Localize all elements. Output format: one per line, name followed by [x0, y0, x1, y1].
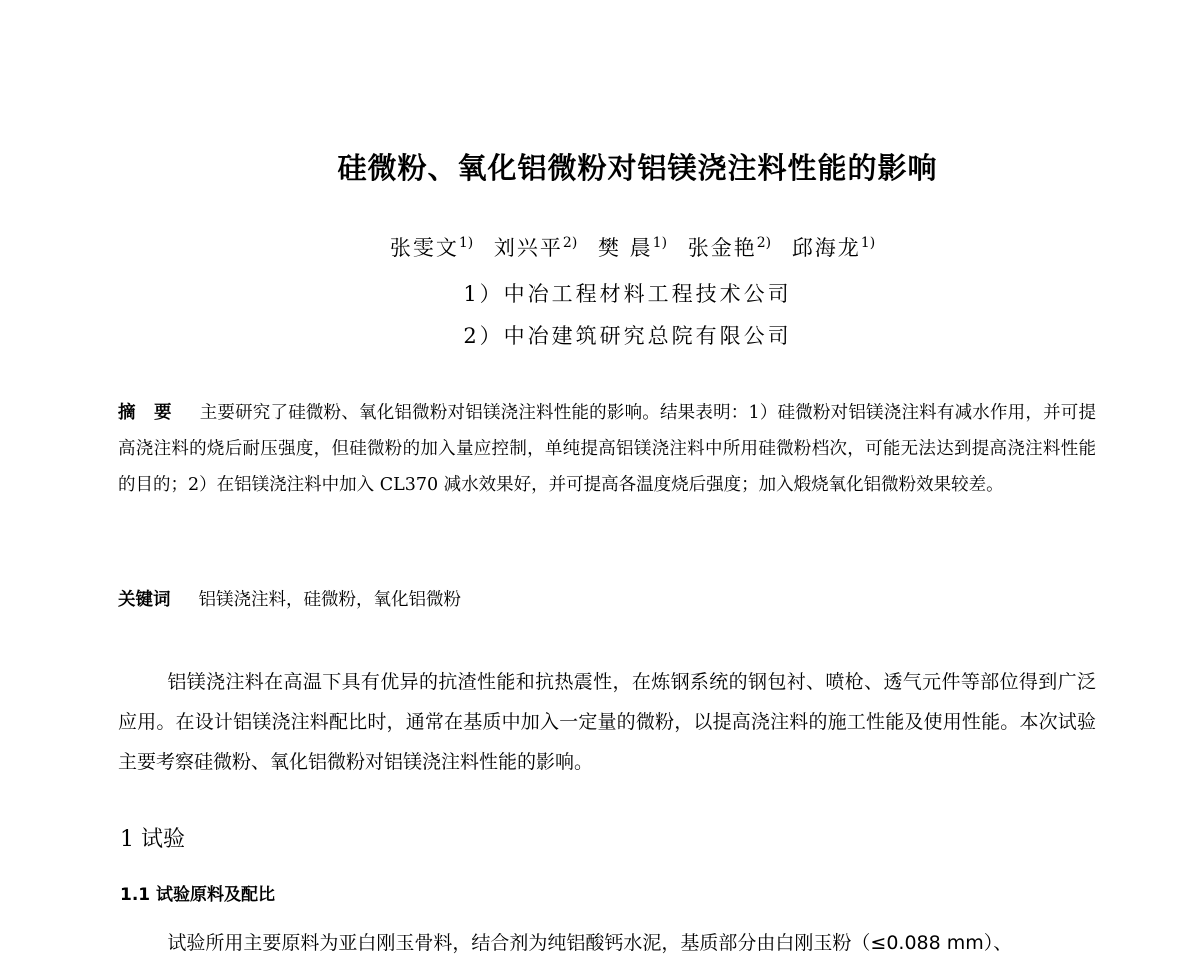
paper-title: 硅微粉、氧化铝微粉对铝镁浇注料性能的影响: [337, 151, 938, 185]
body-paragraph: 试验所用主要原料为亚白刚玉骨料，结合剂为纯铝酸钙水泥，基质部分由白刚玉粉（≤0.088 mm）、: [167, 932, 1013, 954]
affiliation-2: 2）中冶建筑研究总院有限公司: [463, 324, 792, 348]
author: 刘兴平$^{2)}$: [493, 235, 578, 260]
intro-paragraph: 铝镁浇注料在高温下具有优异的抗渣性能和抗热震性，在炼钢系统的钢包衬、喷枪、透气元件等部位得到广泛应用。在设计铝镁浇注料配比时，通常在基质中加入一定量的微粉，以提高浇注料的施工性能及使用性能。本次试验主要考察硅微粉、氧化铝微粉对铝镁浇注料性能的影响。: [118, 671, 1096, 773]
keywords: [118, 586, 1096, 611]
author: 张金艳$^{2)}$: [687, 235, 772, 260]
subsection-heading: 1.1 试验原料及配比: [120, 885, 276, 905]
affiliation-1: 1）中冶工程材料工程技术公司: [463, 282, 792, 306]
keywords-label: 关键词: [118, 590, 171, 610]
author-list: [0, 232, 1200, 262]
keywords-text: 铝镁浇注料，硅微粉，氧化铝微粉: [198, 590, 461, 610]
abstract-label: 摘 要: [118, 403, 178, 423]
author: 邱海龙$^{1)}$: [791, 235, 876, 260]
abstract: [118, 395, 1096, 503]
author: 樊 晨$^{1)}$: [597, 235, 668, 260]
abstract-text: 主要研究了硅微粉、氧化铝微粉对铝镁浇注料性能的影响。结果表明：1）硅微粉对铝镁浇注料有减水作用，并可提高浇注料的烧后耐压强度，但硅微粉的加入量应控制，单纯提高铝镁浇注料中所用硅微粉档次，可能无法达到提高浇注料性能的目的；2）在铝镁浇注料中加入 CL370 减水效果好，并可提高各温度烧后强度；加入煅烧氧化铝微粉效果较差。: [118, 403, 1096, 495]
section-heading: 1 试验: [120, 827, 185, 852]
author: 张雯文$^{1)}$: [389, 235, 474, 260]
